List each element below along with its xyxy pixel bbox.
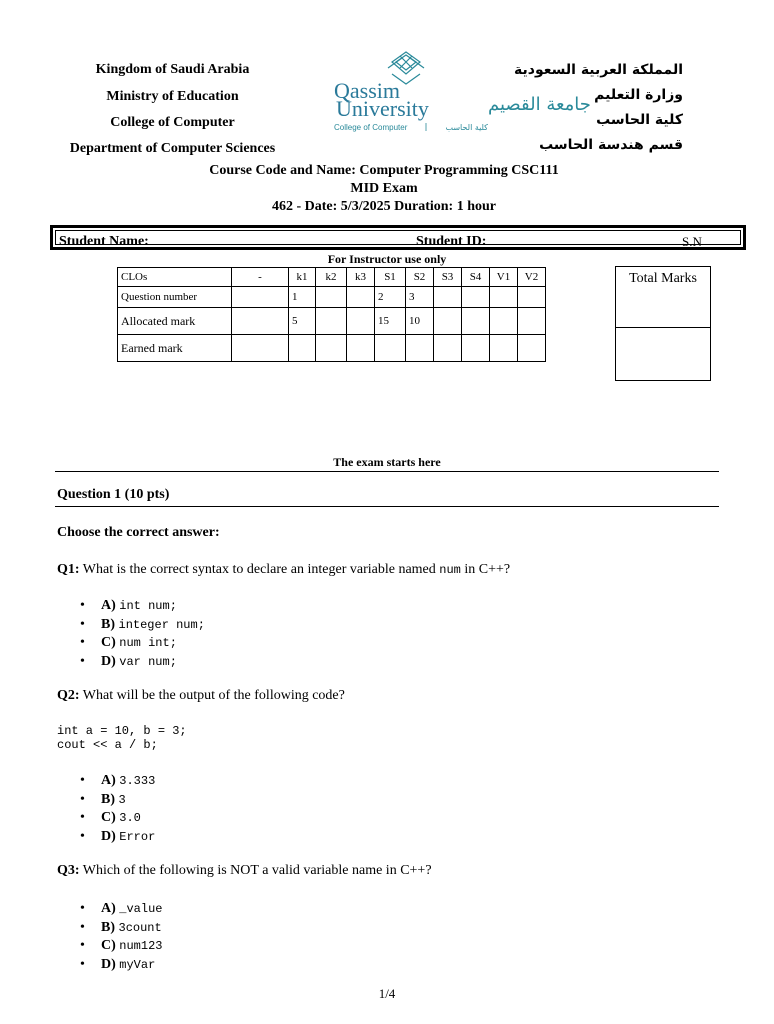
exam-date: 462 - Date: 5/3/2025 Duration: 1 hour <box>272 199 496 214</box>
clo-cell: V1 <box>490 268 518 287</box>
clo-cell <box>490 335 518 362</box>
q1-options <box>80 597 205 671</box>
header-left <box>55 60 290 140</box>
clo-row-label: Question number <box>118 287 232 308</box>
header-ar-department: قسم هندسة الحاسب <box>539 137 683 153</box>
q1-option-c[interactable]: • C) num int; <box>80 634 205 653</box>
clo-cell <box>518 335 546 362</box>
q3-option-d[interactable]: • D) myVar <box>80 956 163 975</box>
university-logo <box>330 52 591 134</box>
clo-row-label: CLOs <box>118 268 232 287</box>
clo-cell <box>316 287 347 308</box>
logo-en2: University <box>336 96 429 121</box>
q3-option-b[interactable]: • B) 3count <box>80 919 163 938</box>
total-marks-box <box>615 266 711 381</box>
clo-cell <box>232 335 289 362</box>
q2-code-line-2: cout << a / b; <box>57 738 158 752</box>
clo-table-wrap <box>117 267 546 362</box>
q1-option-a[interactable]: • A) int num; <box>80 597 205 616</box>
page-number: 1/4 <box>378 986 396 1001</box>
clo-cell <box>232 287 289 308</box>
clo-cell <box>518 287 546 308</box>
q3-option-c[interactable]: • C) num123 <box>80 937 163 956</box>
clo-cell: k2 <box>316 268 347 287</box>
question1-title: Question 1 (10 pts) <box>57 487 170 502</box>
sn-label: S.N <box>682 234 702 249</box>
clo-cell <box>375 335 406 362</box>
instructor-title: For Instructor use only <box>327 252 447 266</box>
q1-text-after: in C++? <box>460 562 511 577</box>
divider-bottom <box>55 506 719 507</box>
clo-cell <box>316 335 347 362</box>
clo-cell: V2 <box>518 268 546 287</box>
logo-sub-en: College of Computer <box>334 123 408 132</box>
header-kingdom: Kingdom of Saudi Arabia <box>95 62 250 77</box>
clo-cell <box>434 287 462 308</box>
q2-option-c[interactable]: • C) 3.0 <box>80 809 155 828</box>
q2-option-b[interactable]: • B) 3 <box>80 791 155 810</box>
header-college: College of Computer <box>110 115 235 130</box>
clo-cell: 2 <box>375 287 406 308</box>
header-right <box>483 60 683 160</box>
instruction-text: Choose the correct answer: <box>57 525 220 540</box>
clo-cell: 3 <box>406 287 434 308</box>
clo-cell <box>434 308 462 335</box>
clo-cell: S3 <box>434 268 462 287</box>
q2-code-line-1: int a = 10, b = 3; <box>57 724 187 738</box>
q1-text-before: What is the correct syntax to declare an integer variable named <box>79 562 440 577</box>
header-ar-college: كلية الحاسب <box>596 112 683 128</box>
clo-cell <box>289 335 316 362</box>
q2-number: Q2: <box>57 688 80 703</box>
clo-cell: S4 <box>462 268 490 287</box>
clo-cell <box>462 308 490 335</box>
clo-cell: S1 <box>375 268 406 287</box>
clo-cell <box>462 335 490 362</box>
clo-table-row <box>118 335 546 362</box>
q2-option-a[interactable]: • A) 3.333 <box>80 772 155 791</box>
student-info-box <box>50 225 746 250</box>
clo-table-row <box>118 308 546 335</box>
course-name: Course Code and Name: Computer Programming CSC111 <box>209 163 559 178</box>
exam-type: MID Exam <box>350 181 418 196</box>
header-department: Department of Computer Sciences <box>69 141 276 156</box>
clo-cell <box>462 287 490 308</box>
clo-table-row <box>118 287 546 308</box>
logo-ar: جامعة القصيم <box>488 94 591 115</box>
q3-options <box>80 900 163 974</box>
clo-cell: 15 <box>375 308 406 335</box>
clo-cell <box>347 308 375 335</box>
clo-cell <box>434 335 462 362</box>
q2-text <box>57 688 345 704</box>
clo-cell <box>490 308 518 335</box>
clo-row-label: Earned mark <box>118 335 232 362</box>
clo-cell <box>232 308 289 335</box>
total-marks-label: Total Marks <box>629 271 697 286</box>
q2-code-block <box>57 724 187 752</box>
clo-cell: S2 <box>406 268 434 287</box>
student-name-label: Student Name: <box>59 234 149 249</box>
clo-cell: k1 <box>289 268 316 287</box>
clo-cell <box>316 308 347 335</box>
clo-table <box>117 267 546 362</box>
header-ar-kingdom: المملكة العربية السعودية <box>514 62 683 78</box>
clo-row-label: Allocated mark <box>118 308 232 335</box>
q3-option-a[interactable]: • A) _value <box>80 900 163 919</box>
clo-cell <box>518 308 546 335</box>
logo-sub-ar: كلية الحاسب <box>445 123 488 132</box>
clo-table-row <box>118 268 546 287</box>
q2-option-d[interactable]: • D) Error <box>80 828 155 847</box>
clo-cell: 10 <box>406 308 434 335</box>
q1-number: Q1: <box>57 562 80 577</box>
exam-start-label: The exam starts here <box>333 455 441 469</box>
q1-code: num <box>439 563 461 577</box>
clo-cell: k3 <box>347 268 375 287</box>
clo-cell <box>406 335 434 362</box>
q1-text <box>57 562 510 578</box>
clo-cell: - <box>232 268 289 287</box>
q3-question: Which of the following is NOT a valid variable name in C++? <box>79 863 432 878</box>
q3-text <box>57 863 432 879</box>
clo-cell <box>490 287 518 308</box>
q3-number: Q3: <box>57 863 80 878</box>
student-id-label: Student ID: <box>416 234 487 249</box>
logo-graphic <box>330 52 591 134</box>
divider-top <box>55 471 719 472</box>
q1-option-b[interactable]: • B) integer num; <box>80 616 205 635</box>
header-ministry: Ministry of Education <box>106 88 239 104</box>
q2-options <box>80 772 155 846</box>
header-ar-ministry: وزارة التعليم <box>594 87 683 103</box>
clo-cell <box>347 335 375 362</box>
q1-option-d[interactable]: • D) var num; <box>80 653 205 672</box>
logo-en1: Qassim <box>334 78 400 103</box>
q2-question: What will be the output of the following code? <box>79 688 345 703</box>
clo-cell <box>347 287 375 308</box>
clo-cell: 1 <box>289 287 316 308</box>
clo-cell: 5 <box>289 308 316 335</box>
